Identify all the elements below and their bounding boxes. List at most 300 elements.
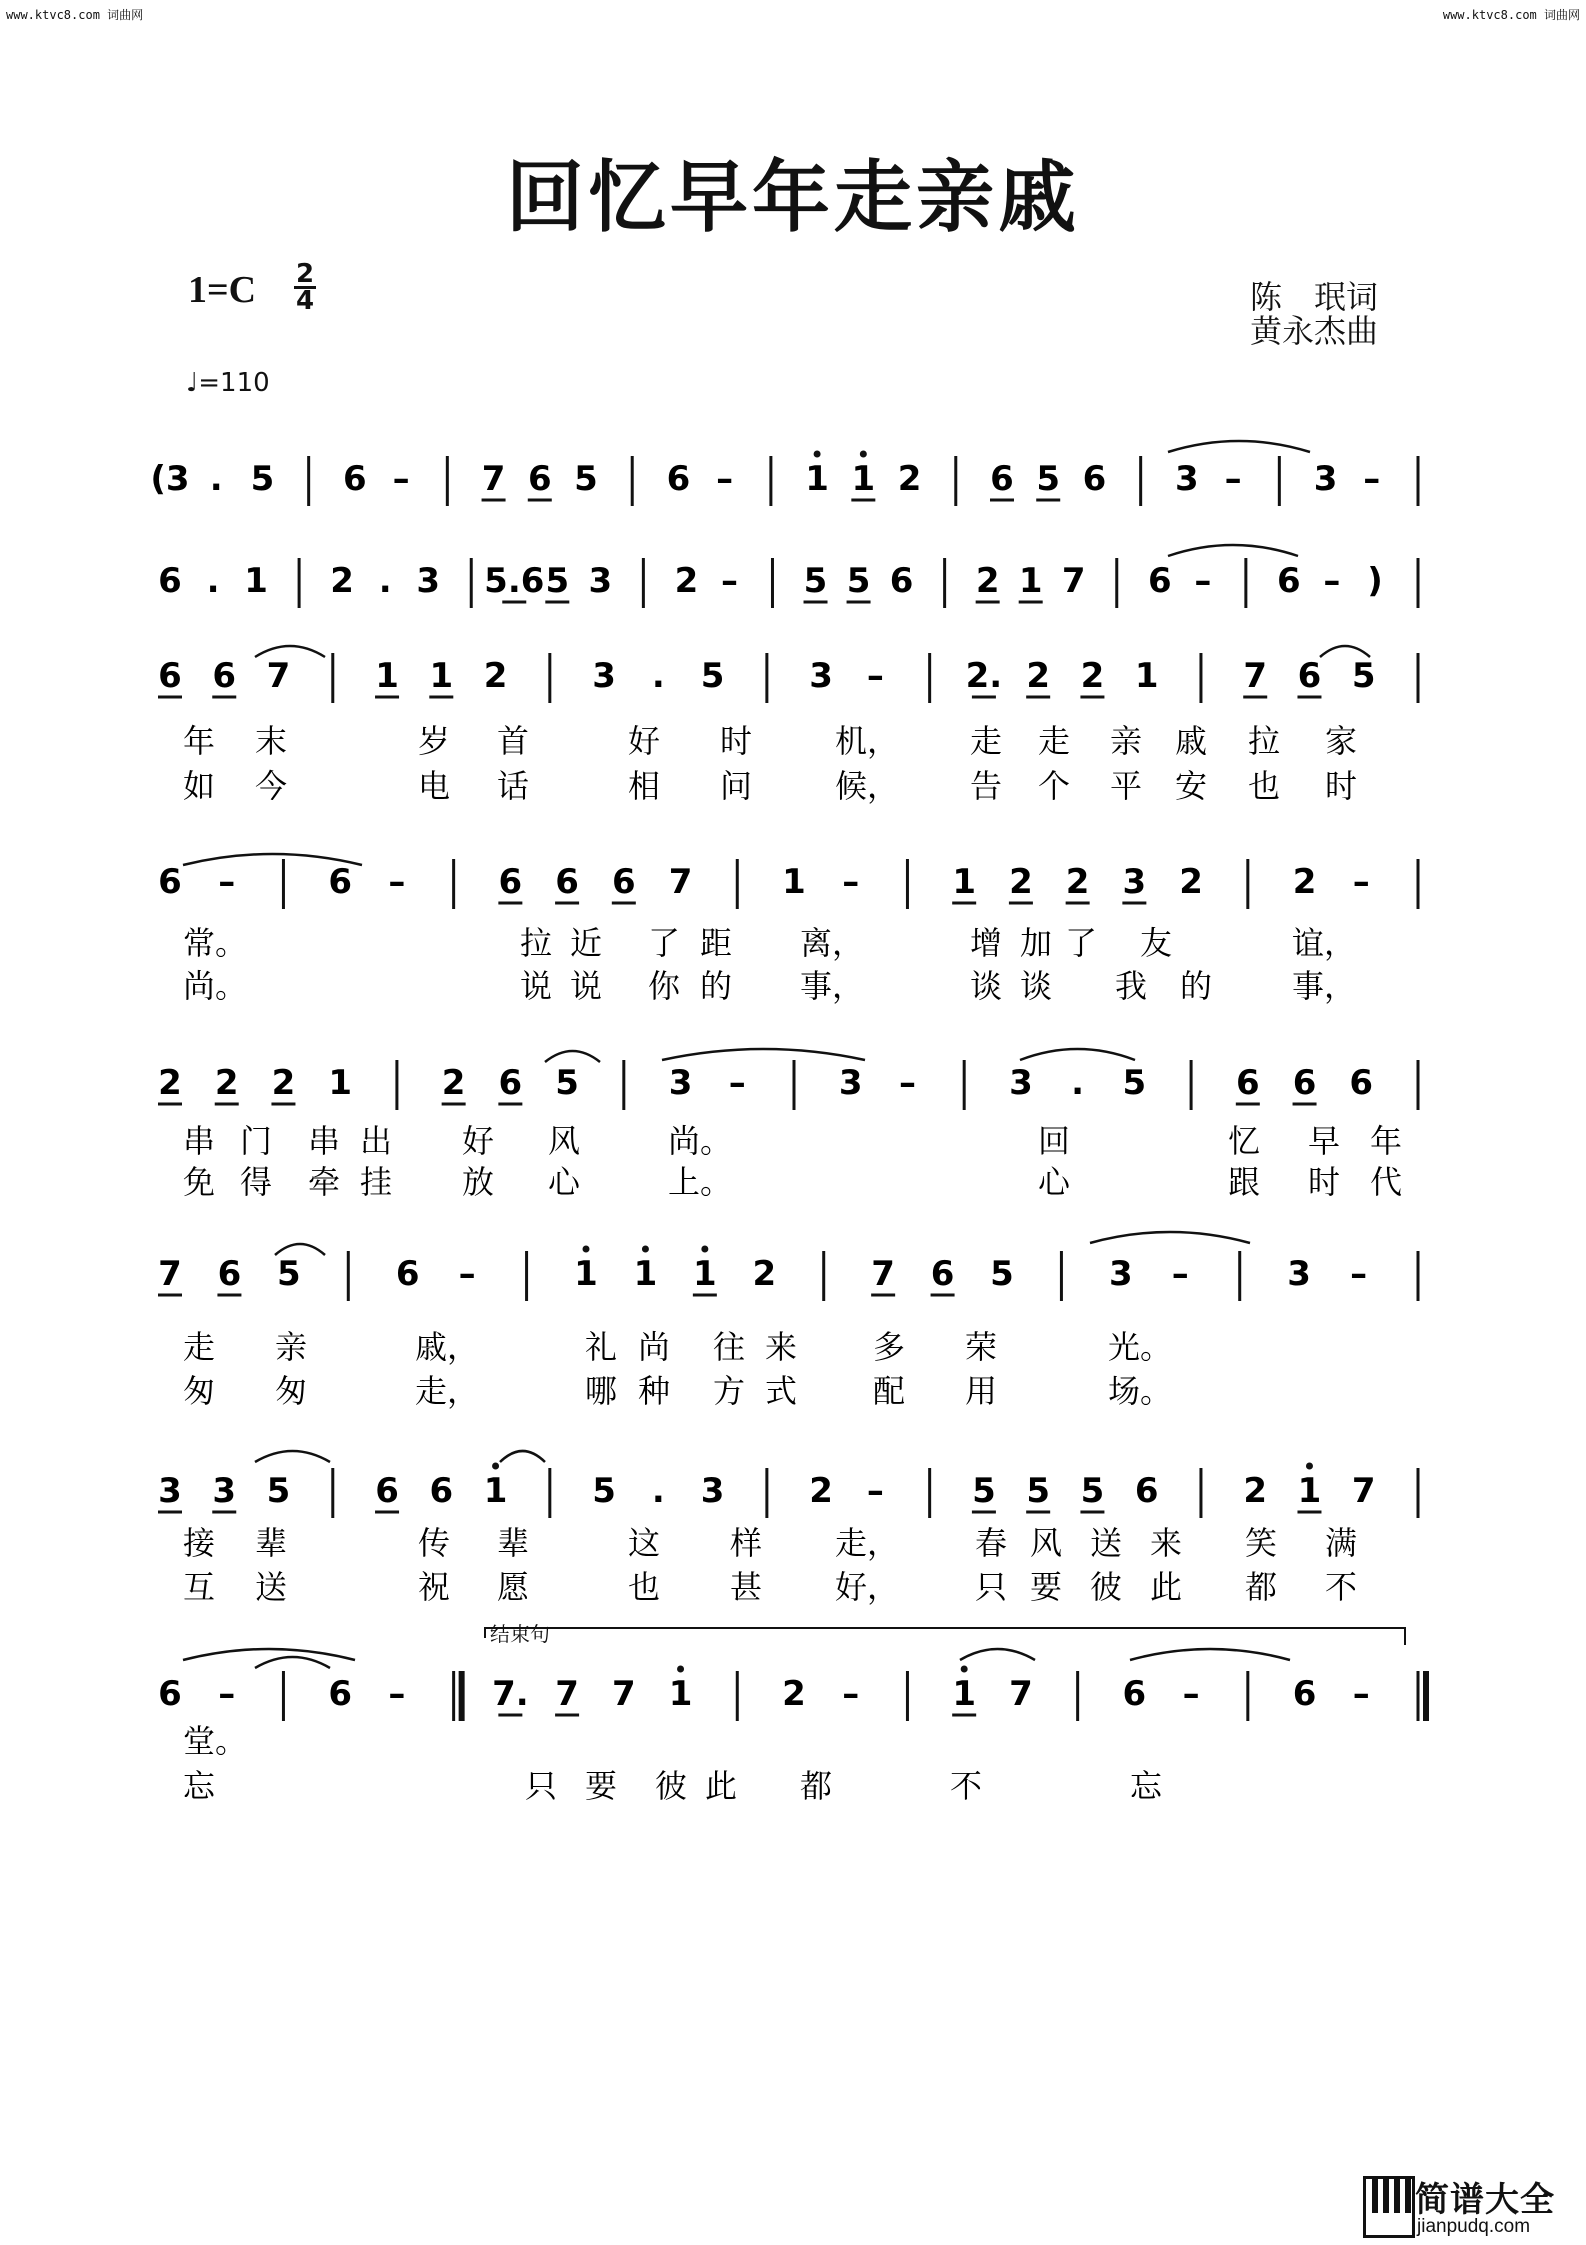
note: 1 (1297, 1471, 1322, 1511)
high-octave-dot (1306, 1463, 1313, 1470)
lyric-char: 走， (415, 1372, 480, 1410)
note: 5 (250, 459, 275, 499)
lyric-char: 尚。 (668, 1122, 733, 1160)
lyric-char: 安 (1175, 767, 1208, 805)
note: – (1194, 561, 1212, 601)
lyric-char: 话 (497, 767, 530, 805)
lyric-char: 心 (548, 1163, 581, 1201)
note: 5 (846, 561, 871, 601)
high-octave-dot (814, 451, 821, 458)
lyric-char: 此 (1150, 1568, 1183, 1606)
lyric-char: 你 (648, 967, 681, 1005)
lyric-char: 加 (1020, 924, 1053, 962)
note: 2 (1065, 862, 1090, 902)
note: 2 (158, 1063, 182, 1103)
slur (1130, 1649, 1290, 1660)
note: 7 (481, 459, 506, 499)
tempo-marking: ♩=110 (186, 368, 270, 398)
note: 2 (271, 1063, 296, 1103)
slur (545, 1051, 600, 1062)
note: 6 (1147, 561, 1172, 601)
note: 7 (266, 656, 291, 696)
high-octave-dot (642, 1246, 649, 1253)
note: – (1171, 1254, 1189, 1294)
note: 6 (212, 656, 237, 696)
note: 5 (1026, 1471, 1051, 1511)
note: 7 (871, 1254, 895, 1294)
lyric-char: 来 (765, 1328, 798, 1366)
lyric-char: 了 (1065, 924, 1098, 962)
lyric-char: 风 (548, 1122, 581, 1160)
note: – (842, 1674, 860, 1714)
lyric-char: 候， (835, 767, 900, 805)
note: 3 (668, 1063, 693, 1103)
note: – (842, 862, 860, 902)
note: 3 (1313, 459, 1338, 499)
lyric-char: 跟 (1228, 1163, 1261, 1201)
lyric-char: 礼 (585, 1328, 618, 1366)
song-title: 回忆早年走亲戚 (505, 153, 1080, 243)
site-watermark-left: www.ktvc8.com 词曲网 (6, 8, 144, 22)
note: – (392, 459, 410, 499)
lyric-char: 这 (628, 1524, 661, 1562)
composer-credit: 黄永杰曲 (1250, 312, 1379, 350)
note: 2 (214, 1063, 239, 1103)
note: 3 (1175, 459, 1199, 499)
note: 1 (633, 1254, 658, 1294)
lyric-char: 岁 (418, 722, 451, 760)
note: 7 (1009, 1674, 1033, 1714)
note: 5 (277, 1254, 301, 1294)
note: – (458, 1254, 476, 1294)
lyric-char: 增 (970, 924, 1003, 962)
lyric-char: 近 (570, 924, 603, 962)
note: 1 (693, 1254, 717, 1294)
lyric-char: 堂。 (183, 1722, 248, 1760)
note: 3 (1287, 1254, 1311, 1294)
lyric-char: 免 (183, 1163, 216, 1201)
ending-bracket (485, 1628, 1405, 1645)
note: 2 (1243, 1471, 1268, 1511)
lyric-char: 放 (462, 1163, 495, 1201)
lyric-char: 友 (1140, 924, 1173, 962)
note: – (218, 862, 236, 902)
note: 1 (668, 1674, 693, 1714)
note: 6 (158, 862, 182, 902)
lyric-char: 平 (1110, 767, 1143, 805)
lyric-char: 匆 (183, 1372, 216, 1410)
lyric-char: 也 (628, 1568, 661, 1606)
lyric-char: 都 (800, 1767, 833, 1805)
lyric-char: 告 (970, 767, 1003, 805)
note: 7 (1061, 561, 1086, 601)
lyricist-credit: 陈 珉词 (1250, 278, 1379, 316)
note: 6 (395, 1254, 420, 1294)
lyric-char: 戚 (1175, 722, 1208, 760)
note: – (1350, 1254, 1368, 1294)
lyric-char: 说 (520, 967, 553, 1005)
lyric-char: 时 (720, 722, 753, 760)
lyric-char: 忘 (1130, 1767, 1163, 1805)
lyric-char: 拉 (1248, 722, 1281, 760)
lyric-char: 亲 (275, 1328, 308, 1366)
note: 2 (1292, 862, 1317, 902)
lyric-char: 的 (700, 967, 733, 1005)
note: 6 (328, 862, 353, 902)
note: – (1363, 459, 1381, 499)
lyric-char: 尚。 (183, 967, 248, 1005)
note: 6 (498, 862, 523, 902)
note: – (728, 1063, 746, 1103)
note: 3 (700, 1471, 725, 1511)
note: 5 (1036, 459, 1061, 499)
note: 6 (1349, 1063, 1374, 1103)
note: 2 (975, 561, 1000, 601)
lyric-char: 甚 (730, 1568, 763, 1606)
lyric-char: 不 (950, 1767, 983, 1805)
note: 2 (441, 1063, 466, 1103)
note: 3 (1109, 1254, 1133, 1294)
lyric-char: 愿 (497, 1568, 530, 1606)
slur (662, 1049, 865, 1060)
note: 1 (782, 862, 806, 902)
note: 5 (700, 656, 725, 696)
note: 6 (527, 459, 552, 499)
lyric-char: 样 (730, 1524, 763, 1562)
note: 6 (158, 656, 182, 696)
lyric-char: 上。 (668, 1163, 733, 1201)
note: 6 (1292, 1063, 1317, 1103)
note: 2 (752, 1254, 777, 1294)
lyric-char: 匆 (275, 1372, 308, 1410)
lyric-char: 串 (308, 1122, 341, 1160)
lyric-char: 出 (360, 1122, 393, 1160)
lyric-char: 牵 (308, 1163, 341, 1201)
lyric-char: 忘 (183, 1767, 216, 1805)
lyric-char: 说 (570, 967, 603, 1005)
note: – (866, 1471, 884, 1511)
lyric-char: 尚 (638, 1328, 671, 1366)
note: 2 (1009, 862, 1033, 902)
note: 7 (158, 1254, 182, 1294)
note: 5 (555, 1063, 579, 1103)
lyric-char: 机， (835, 722, 900, 760)
note: 3 (1122, 862, 1147, 902)
lyric-char: 年 (183, 722, 216, 760)
lyric-char: 首 (497, 722, 530, 760)
lyric-char: 事， (1292, 967, 1357, 1005)
note: – (720, 561, 738, 601)
lyric-char: 早 (1308, 1122, 1341, 1160)
lyric-char: 回 (1038, 1122, 1071, 1160)
lyric-char: 送 (1090, 1524, 1123, 1562)
slur (960, 1649, 1035, 1660)
slur (1168, 545, 1298, 556)
slur (1090, 1232, 1250, 1243)
piano-keys-icon (1363, 2176, 1415, 2238)
lyric-char: 要 (585, 1767, 618, 1805)
note: – (866, 656, 884, 696)
lyric-char: 也 (1248, 767, 1281, 805)
slur (183, 1649, 355, 1660)
lyric-char: 好， (835, 1568, 900, 1606)
note: (3 (150, 459, 190, 499)
note: 2 (897, 459, 922, 499)
meter-bottom: 4 (295, 286, 315, 316)
note: ) (1367, 561, 1383, 601)
lyric-char: 电 (418, 767, 451, 805)
note: 5 (1351, 656, 1376, 696)
lyric-char: 种 (638, 1372, 671, 1410)
logo-url: jianpudq.com (1417, 2216, 1531, 2237)
lyric-char: 辈 (497, 1524, 530, 1562)
slur (255, 1657, 330, 1668)
note: – (898, 1063, 916, 1103)
lyric-char: 互 (183, 1568, 216, 1606)
note: 2 (809, 1471, 833, 1511)
lyric-char: 家 (1325, 722, 1358, 760)
note: 1 (429, 656, 454, 696)
lyric-char: 串 (183, 1122, 216, 1160)
note: . (1071, 1063, 1085, 1103)
lyric-char: 了 (648, 924, 681, 962)
note: 7 (611, 1674, 636, 1714)
note: . (651, 656, 665, 696)
lyric-char: 末 (255, 722, 288, 760)
note: 6 (375, 1471, 399, 1511)
note: 7 (1243, 656, 1268, 696)
lyric-char: 光。 (1108, 1328, 1173, 1366)
note: 6 (1292, 1674, 1317, 1714)
lyric-char: 好 (462, 1122, 495, 1160)
slur (255, 1451, 330, 1462)
note: 5 (592, 1471, 616, 1511)
note: 5 (990, 1254, 1014, 1294)
lyric-char: 得 (240, 1163, 273, 1201)
note: – (716, 459, 734, 499)
high-octave-dot (492, 1463, 499, 1470)
note: 5 (972, 1471, 996, 1511)
note: 5 (574, 459, 598, 499)
lyric-char: 谈 (1020, 967, 1053, 1005)
lyric-char: 亲 (1110, 722, 1143, 760)
note: 1 (574, 1254, 598, 1294)
note: 5 (545, 561, 570, 601)
lyric-char: 谈 (970, 967, 1003, 1005)
note: – (1352, 862, 1370, 902)
site-watermark-right: www.ktvc8.com 词曲网 (1442, 8, 1580, 22)
note: 7 (1351, 1471, 1376, 1511)
lyric-char: 好 (628, 722, 661, 760)
lyric-char: 式 (765, 1372, 798, 1410)
note: 3 (809, 656, 833, 696)
note: 6 (429, 1471, 454, 1511)
note: – (1182, 1674, 1200, 1714)
lyric-char: 辈 (255, 1524, 288, 1562)
note: 7. (492, 1674, 529, 1714)
high-octave-dot (677, 1666, 684, 1673)
lyric-char: 不 (1325, 1568, 1358, 1606)
note: . (378, 561, 392, 601)
note: 6 (158, 561, 182, 601)
lyric-char: 配 (873, 1372, 906, 1410)
note: 2 (782, 1674, 806, 1714)
note: 3 (592, 656, 616, 696)
lyric-char: 春 (975, 1524, 1008, 1562)
note: 1 (805, 459, 829, 499)
lyric-char: 方 (713, 1372, 746, 1410)
note: 2 (1080, 656, 1105, 696)
high-octave-dot (961, 1666, 968, 1673)
note: 3 (158, 1471, 182, 1511)
note: 6 (1082, 459, 1107, 499)
note: . (651, 1471, 665, 1511)
lyric-char: 忆 (1228, 1122, 1261, 1160)
note: 2 (1179, 862, 1203, 902)
slur (500, 1451, 545, 1462)
note: 3 (212, 1471, 237, 1511)
note: – (1323, 561, 1341, 601)
note: 1 (952, 862, 977, 902)
high-octave-dot (583, 1246, 590, 1253)
lyric-char: 戚， (415, 1328, 480, 1366)
lyric-char: 用 (965, 1372, 998, 1410)
lyric-char: 年 (1370, 1122, 1403, 1160)
note: . (209, 459, 223, 499)
lyric-char: 挂 (360, 1163, 393, 1201)
note: 1 (328, 1063, 353, 1103)
lyric-char: 风 (1030, 1524, 1063, 1562)
note: 6 (611, 862, 636, 902)
note: 1 (952, 1674, 977, 1714)
lyric-char: 代 (1370, 1163, 1403, 1201)
slur (1020, 1049, 1135, 1060)
lyric-char: 来 (1150, 1524, 1183, 1562)
lyric-char: 荣 (965, 1328, 998, 1366)
high-octave-dot (860, 451, 867, 458)
lyric-char: 时 (1325, 767, 1358, 805)
lyric-char: 今 (255, 767, 288, 805)
lyric-char: 个 (1038, 767, 1071, 805)
note: 6 (343, 459, 367, 499)
note: 1 (375, 656, 399, 696)
note: 6 (158, 1674, 182, 1714)
note: 6 (1277, 561, 1301, 601)
note: 6 (217, 1254, 242, 1294)
lyric-char: 距 (700, 924, 733, 962)
note: 6 (1122, 1674, 1147, 1714)
lyric-char: 事， (800, 967, 865, 1005)
note: . (206, 561, 220, 601)
note: 6 (498, 1063, 523, 1103)
lyric-char: 传 (418, 1524, 451, 1562)
lyric-char: 要 (1030, 1568, 1063, 1606)
note: 6 (1134, 1471, 1159, 1511)
lyric-char: 只 (525, 1767, 558, 1805)
note: – (388, 862, 406, 902)
site-logo (1363, 2172, 1583, 2242)
note: 5 (1122, 1063, 1147, 1103)
lyric-char: 如 (183, 767, 216, 805)
lyric-char: 只 (975, 1568, 1008, 1606)
lyric-char: 送 (255, 1568, 288, 1606)
meter-top: 2 (295, 259, 315, 289)
lyric-char: 走 (1038, 722, 1071, 760)
lyric-char: 心 (1038, 1163, 1071, 1201)
lyric-char: 笑 (1245, 1524, 1278, 1562)
note: 6 (889, 561, 914, 601)
lyric-char: 往 (713, 1328, 746, 1366)
note: – (388, 1674, 406, 1714)
logo-name: 简谱大全 (1415, 2180, 1555, 2220)
lyric-char: 都 (1245, 1568, 1278, 1606)
lyric-char: 走， (835, 1524, 900, 1562)
note: 5.6 (484, 561, 545, 601)
slur (1168, 441, 1310, 452)
note: 6 (666, 459, 691, 499)
note: 2. (965, 656, 1003, 696)
lyric-char: 彼 (655, 1767, 688, 1805)
lyric-char: 接 (183, 1524, 216, 1562)
note: 5 (1080, 1471, 1105, 1511)
lyric-char: 谊， (1292, 924, 1357, 962)
note: 7 (555, 1674, 579, 1714)
note: 6 (555, 862, 579, 902)
note: 6 (1297, 656, 1322, 696)
lyric-char: 祝 (418, 1568, 451, 1606)
lyric-char: 的 (1180, 967, 1213, 1005)
lyric-char: 门 (240, 1122, 273, 1160)
note: 3 (1009, 1063, 1033, 1103)
lyric-char: 此 (705, 1767, 738, 1805)
note: 5 (803, 561, 828, 601)
note: 2 (674, 561, 699, 601)
note: 3 (416, 561, 441, 601)
lyric-char: 常。 (183, 924, 248, 962)
note: 2 (330, 561, 354, 601)
note: 6 (990, 459, 1014, 499)
note: 1 (483, 1471, 508, 1511)
note: – (1352, 1674, 1370, 1714)
note: 1 (1134, 656, 1159, 696)
lyric-char: 离， (800, 924, 865, 962)
note: 3 (838, 1063, 863, 1103)
lyric-char: 拉 (520, 924, 553, 962)
key-signature: 1=C (188, 269, 257, 311)
note: – (1224, 459, 1242, 499)
lyric-char: 问 (720, 767, 753, 805)
lyric-char: 走 (970, 722, 1003, 760)
note: 1 (851, 459, 876, 499)
note: 6 (930, 1254, 955, 1294)
lyric-char: 满 (1325, 1524, 1358, 1562)
lyric-char: 时 (1308, 1163, 1341, 1201)
lyric-char: 哪 (585, 1372, 618, 1410)
note: 2 (483, 656, 508, 696)
lyric-char: 彼 (1090, 1568, 1123, 1606)
note: 5 (266, 1471, 291, 1511)
ending-label: 结束句 (490, 1622, 550, 1646)
lyric-char: 我 (1115, 967, 1148, 1005)
lyric-char: 走 (183, 1328, 216, 1366)
high-octave-dot (701, 1246, 708, 1253)
lyric-char: 多 (873, 1328, 906, 1366)
lyric-char: 场。 (1108, 1372, 1173, 1410)
note: 6 (328, 1674, 353, 1714)
note: 6 (1235, 1063, 1260, 1103)
note: – (218, 1674, 236, 1714)
lyric-char: 相 (628, 767, 661, 805)
